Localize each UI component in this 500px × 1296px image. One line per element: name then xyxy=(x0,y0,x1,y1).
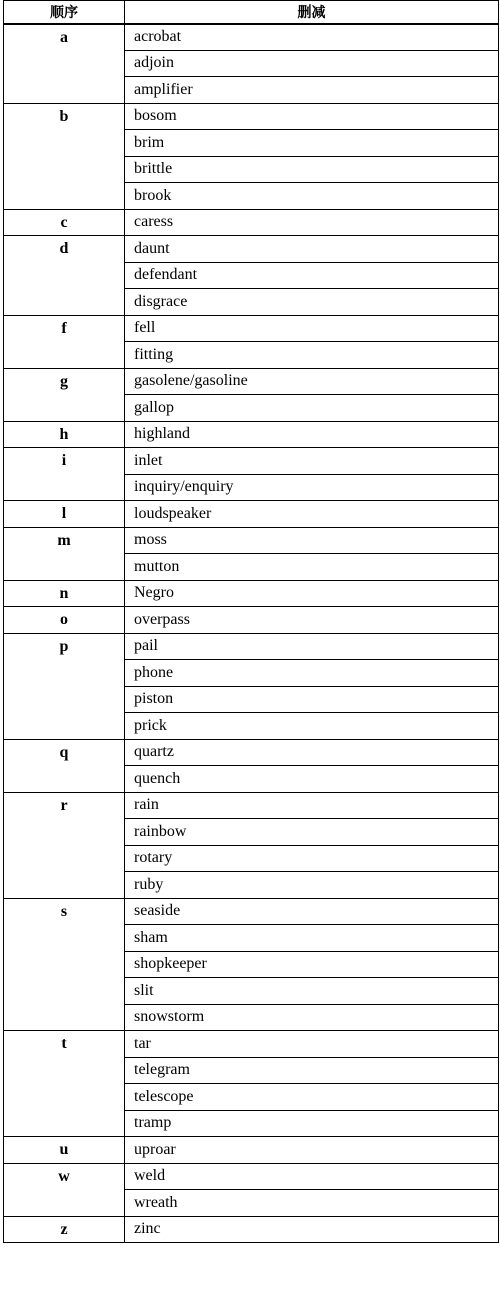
word-cell: rotary xyxy=(125,845,499,872)
table-row xyxy=(4,633,499,660)
group-letter: q xyxy=(4,739,125,792)
word-cell: mutton xyxy=(125,554,499,581)
word-cell: telescope xyxy=(125,1084,499,1111)
table-row xyxy=(4,1163,499,1190)
group-letter: o xyxy=(4,607,125,634)
header-deletion: 删减 xyxy=(125,1,499,24)
word-cell: tar xyxy=(125,1031,499,1058)
table-row xyxy=(4,1031,499,1058)
word-cell: adjoin xyxy=(125,50,499,77)
word-cell: Negro xyxy=(125,580,499,607)
word-cell: caress xyxy=(125,209,499,236)
word-cell: uproar xyxy=(125,1137,499,1164)
table-row xyxy=(4,315,499,342)
word-cell: sham xyxy=(125,925,499,952)
word-cell: fitting xyxy=(125,342,499,369)
word-cell: gasolene/gasoline xyxy=(125,368,499,395)
header-row xyxy=(4,1,499,24)
word-cell: loudspeaker xyxy=(125,501,499,528)
word-cell: prick xyxy=(125,713,499,740)
word-cell: phone xyxy=(125,660,499,687)
word-cell: brim xyxy=(125,130,499,157)
word-cell: slit xyxy=(125,978,499,1005)
word-cell: seaside xyxy=(125,898,499,925)
table-row xyxy=(4,421,499,448)
word-cell: piston xyxy=(125,686,499,713)
group-letter: u xyxy=(4,1137,125,1164)
word-cell: quench xyxy=(125,766,499,793)
word-cell: acrobat xyxy=(125,24,499,51)
table-row xyxy=(4,1137,499,1164)
word-cell: brittle xyxy=(125,156,499,183)
table-row xyxy=(4,739,499,766)
word-cell: bosom xyxy=(125,103,499,130)
word-cell: ruby xyxy=(125,872,499,899)
group-letter: s xyxy=(4,898,125,1031)
table-row xyxy=(4,24,499,51)
table-row xyxy=(4,501,499,528)
group-letter: l xyxy=(4,501,125,528)
word-cell: inquiry/enquiry xyxy=(125,474,499,501)
word-cell: amplifier xyxy=(125,77,499,104)
word-cell: shopkeeper xyxy=(125,951,499,978)
group-letter: p xyxy=(4,633,125,739)
table-row xyxy=(4,209,499,236)
word-cell: rainbow xyxy=(125,819,499,846)
group-letter: f xyxy=(4,315,125,368)
table-row xyxy=(4,898,499,925)
word-cell: zinc xyxy=(125,1216,499,1243)
group-letter: a xyxy=(4,24,125,104)
word-cell: rain xyxy=(125,792,499,819)
word-cell: daunt xyxy=(125,236,499,263)
word-cell: pail xyxy=(125,633,499,660)
word-cell: tramp xyxy=(125,1110,499,1137)
table-row xyxy=(4,527,499,554)
word-cell: defendant xyxy=(125,262,499,289)
group-letter: b xyxy=(4,103,125,209)
word-cell: quartz xyxy=(125,739,499,766)
word-cell: moss xyxy=(125,527,499,554)
group-letter: r xyxy=(4,792,125,898)
group-letter: t xyxy=(4,1031,125,1137)
group-letter: h xyxy=(4,421,125,448)
word-cell: highland xyxy=(125,421,499,448)
word-cell: weld xyxy=(125,1163,499,1190)
group-letter: d xyxy=(4,236,125,316)
table-row xyxy=(4,607,499,634)
header-order: 顺序 xyxy=(4,1,125,24)
word-cell: snowstorm xyxy=(125,1004,499,1031)
table-row xyxy=(4,580,499,607)
group-letter: n xyxy=(4,580,125,607)
group-letter: z xyxy=(4,1216,125,1243)
table-body xyxy=(4,24,499,1243)
group-letter: i xyxy=(4,448,125,501)
table-row xyxy=(4,448,499,475)
table-row xyxy=(4,103,499,130)
word-deletion-table xyxy=(3,0,499,1243)
word-cell: telegram xyxy=(125,1057,499,1084)
word-cell: overpass xyxy=(125,607,499,634)
table-row xyxy=(4,368,499,395)
word-cell: brook xyxy=(125,183,499,210)
word-cell: disgrace xyxy=(125,289,499,316)
group-letter: m xyxy=(4,527,125,580)
word-cell: inlet xyxy=(125,448,499,475)
table-row xyxy=(4,792,499,819)
group-letter: w xyxy=(4,1163,125,1216)
group-letter: c xyxy=(4,209,125,236)
table-row xyxy=(4,1216,499,1243)
table-header xyxy=(4,1,499,24)
word-cell: wreath xyxy=(125,1190,499,1217)
table-row xyxy=(4,236,499,263)
word-cell: gallop xyxy=(125,395,499,422)
group-letter: g xyxy=(4,368,125,421)
word-cell: fell xyxy=(125,315,499,342)
